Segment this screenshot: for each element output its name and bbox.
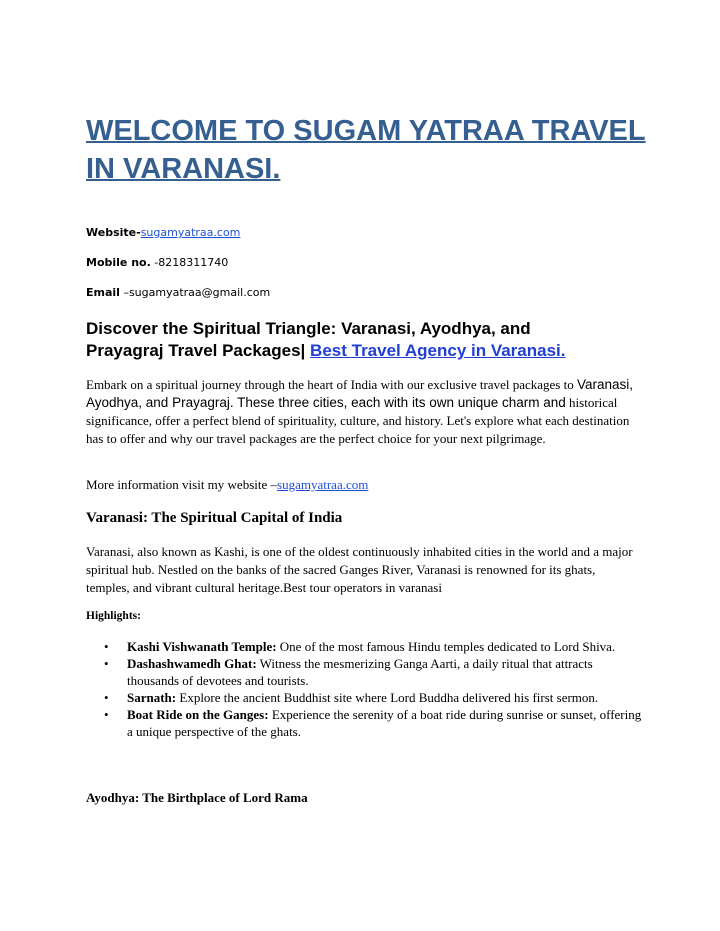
agency-link[interactable]: Best Travel Agency in Varanasi. (310, 341, 566, 360)
highlights-label: Highlights: (86, 610, 141, 622)
ayodhya-heading: Ayodhya: The Birthplace of Lord Rama (86, 790, 308, 805)
website-link[interactable]: sugamyatraa.com (140, 226, 241, 239)
list-item (86, 638, 642, 655)
bullet-icon: • (104, 707, 109, 722)
more-info-line (86, 476, 642, 494)
website-label: Website- (86, 226, 141, 239)
highlight-text: Witness the mesmerizing Ganga Aarti, a daily ritual that attracts thousands of devotees and tourists. (127, 656, 593, 688)
highlight-title: Boat Ride on the Ganges: (127, 707, 269, 722)
bullet-icon: • (104, 639, 109, 654)
heading-bold: Discover the Spiritual Triangle: Varanasi, Ayodhya, and (86, 319, 531, 338)
highlight-title: Sarnath: (127, 690, 177, 705)
intro-paragraph (86, 376, 642, 448)
email-value: –sugamyatraa@gmail.com (119, 286, 271, 299)
list-item (86, 706, 642, 740)
highlights-list (86, 638, 642, 740)
bullet-icon: • (104, 656, 109, 671)
intro-part3: historical significance, offer a perfect blend of spirituality, culture, and history. Let's explore what each destination has to offer and why our travel packages are the perfect choice for your next pilgrimage. (86, 395, 630, 446)
mobile-label: Mobile no. (86, 256, 151, 269)
highlight-title: Kashi Vishwanath Temple: (127, 639, 277, 654)
highlight-text: Explore the ancient Buddhist site where Lord Buddha delivered his first sermon. (176, 690, 599, 705)
highlight-title: Dashashwamedh Ghat: (127, 656, 257, 671)
intro-part2: Varanasi, Ayodhya, and Prayagraj. These three cities, each with its own unique charm and (86, 377, 633, 410)
heading-normal: Prayagraj Travel Packages| (86, 341, 306, 360)
list-item (86, 655, 642, 689)
page-title: WELCOME TO SUGAM YATRAA TRAVEL IN VARANASI. (86, 115, 646, 185)
varanasi-heading: Varanasi: The Spiritual Capital of India (86, 510, 343, 526)
more-info-link[interactable]: sugamyatraa.com (277, 477, 369, 492)
email-line (86, 286, 270, 299)
varanasi-paragraph: Varanasi, also known as Kashi, is one of the oldest continuously inhabited cities in the world and a major spiritual hub. Nestled on the banks of the sacred Ganges River, Varanasi is renowned for its ghats, temples, and vibrant cultural heritage.Best tour operators in varanasi (86, 544, 633, 595)
list-item (86, 689, 642, 706)
bullet-icon: • (104, 690, 109, 705)
section-heading (86, 318, 646, 362)
website-line (86, 226, 240, 239)
more-info-text: More information visit my website – (86, 477, 278, 492)
highlight-text: Experience the serenity of a boat ride during sunrise or sunset, offering a unique perspective of the ghats. (127, 707, 642, 739)
highlight-text: One of the most famous Hindu temples dedicated to Lord Shiva. (276, 639, 616, 654)
mobile-value: -8218311740 (150, 256, 229, 269)
email-label: Email (86, 286, 120, 299)
mobile-line (86, 256, 228, 269)
intro-part1: Embark on a spiritual journey through the heart of India with our exclusive travel packages to (86, 377, 577, 392)
